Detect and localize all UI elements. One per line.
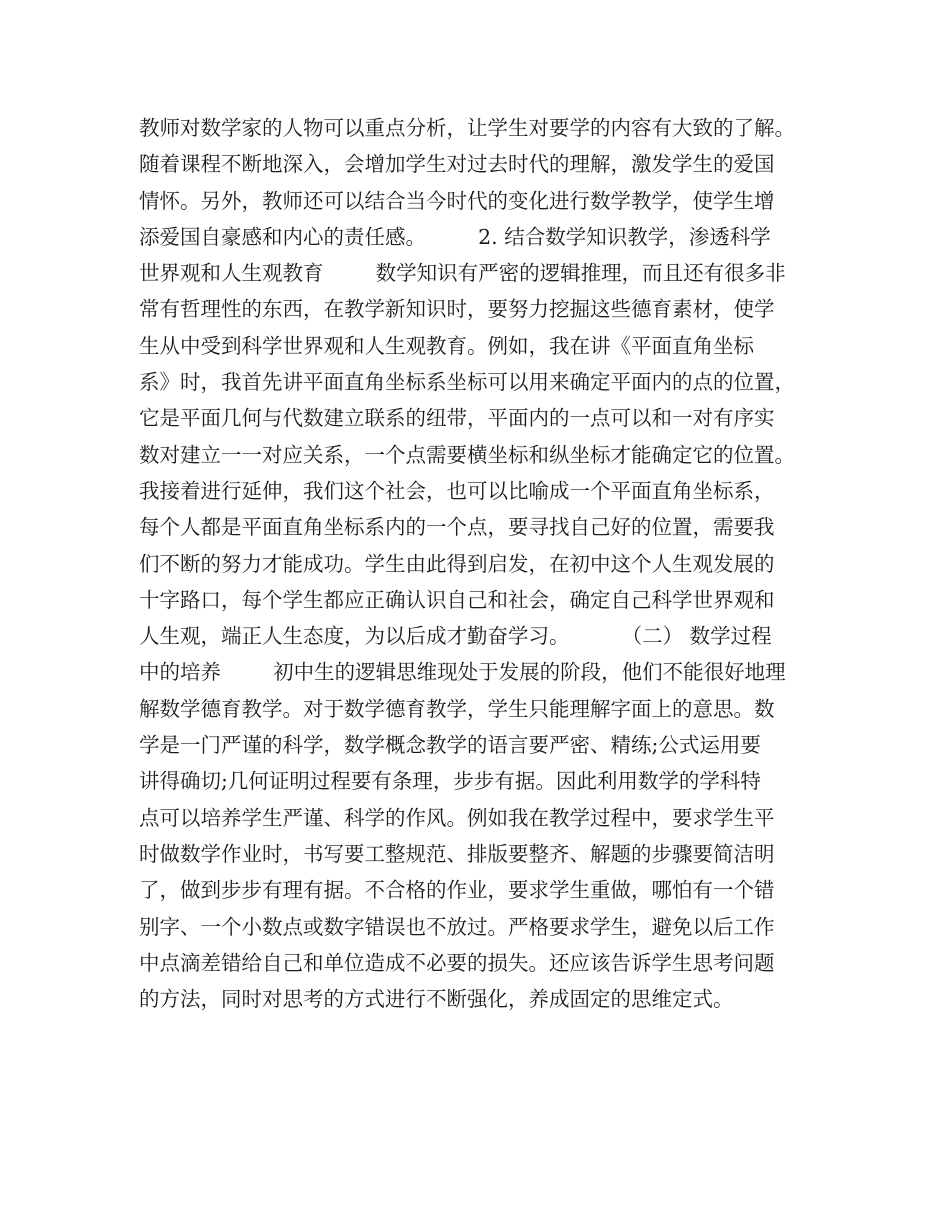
text-line: 十字路口，每个学生都应正确认识自己和社会，确定自己科学世界观和: [139, 587, 775, 612]
text-line: 随着课程不断地深入，会增加学生对过去时代的理解，激发学生的爱国: [139, 152, 775, 177]
text-line: 系》时，我首先讲平面直角坐标系坐标可以用来确定平面内的点的位置，: [139, 370, 795, 395]
body-text: [139, 110, 819, 1017]
text-line: 常有哲理性的东西，在教学新知识时，要努力挖掘这些德育素材，使学: [139, 297, 775, 322]
text-line: 学是一门严谨的科学，数学概念教学的语言要严密、精练;公式运用要: [139, 733, 761, 758]
text-line: 教师对数学家的人物可以重点分析，让学生对要学的内容有大致的了解。: [139, 116, 795, 140]
text-line: 中的培养 初中生的逻辑思维现处于发展的阶段，他们不能很好地理: [139, 660, 786, 685]
text-line: 世界观和人生观教育 数学知识有严密的逻辑推理，而且还有很多非: [139, 261, 786, 286]
text-line: 数对建立一一对应关系，一个点需要横坐标和纵坐标才能确定它的位置。: [139, 442, 795, 467]
text-line: 们不断的努力才能成功。学生由此得到启发，在初中这个人生观发展的: [139, 551, 775, 576]
text-line: 解数学德育教学。对于数学德育教学，学生只能理解字面上的意思。数: [139, 696, 775, 721]
text-line: 中点滴差错给自己和单位造成不必要的损失。还应该告诉学生思考问题: [139, 950, 775, 975]
text-line: 我接着进行延伸，我们这个社会，也可以比喻成一个平面直角坐标系，: [139, 478, 775, 503]
text-line: 生从中受到科学世界观和人生观教育。例如，我在讲《平面直角坐标: [139, 333, 754, 358]
text-line: 讲得确切;几何证明过程要有条理，步步有据。因此利用数学的学科特: [139, 769, 761, 794]
text-line: 每个人都是平面直角坐标系内的一个点，要寻找自己好的位置，需要我: [139, 515, 775, 540]
text-line: 人生观，端正人生态度，为以后成才勤奋学习。 （二） 数学过程: [139, 624, 772, 649]
text-line: 点可以培养学生严谨、科学的作风。例如我在教学过程中，要求学生平: [139, 805, 775, 830]
text-line: 时做数学作业时，书写要工整规范、排版要整齐、解题的步骤要简洁明: [139, 841, 775, 866]
text-line: 的方法，同时对思考的方式进行不断强化，养成固定的思维定式。: [139, 987, 734, 1012]
text-line: 情怀。另外，教师还可以结合当今时代的变化进行数学教学，使学生增: [139, 188, 775, 213]
text-line: 添爱国自豪感和内心的责任感。 2. 结合数学知识教学，渗透科学: [139, 224, 771, 249]
text-line: 别字、一个小数点或数字错误也不放过。严格要求学生，避免以后工作: [139, 914, 775, 939]
text-line: 了，做到步步有理有据。不合格的作业，要求学生重做，哪怕有一个错: [139, 878, 775, 903]
text-line: 它是平面几何与代数建立联系的纽带，平面内的一点可以和一对有序实: [139, 406, 775, 431]
